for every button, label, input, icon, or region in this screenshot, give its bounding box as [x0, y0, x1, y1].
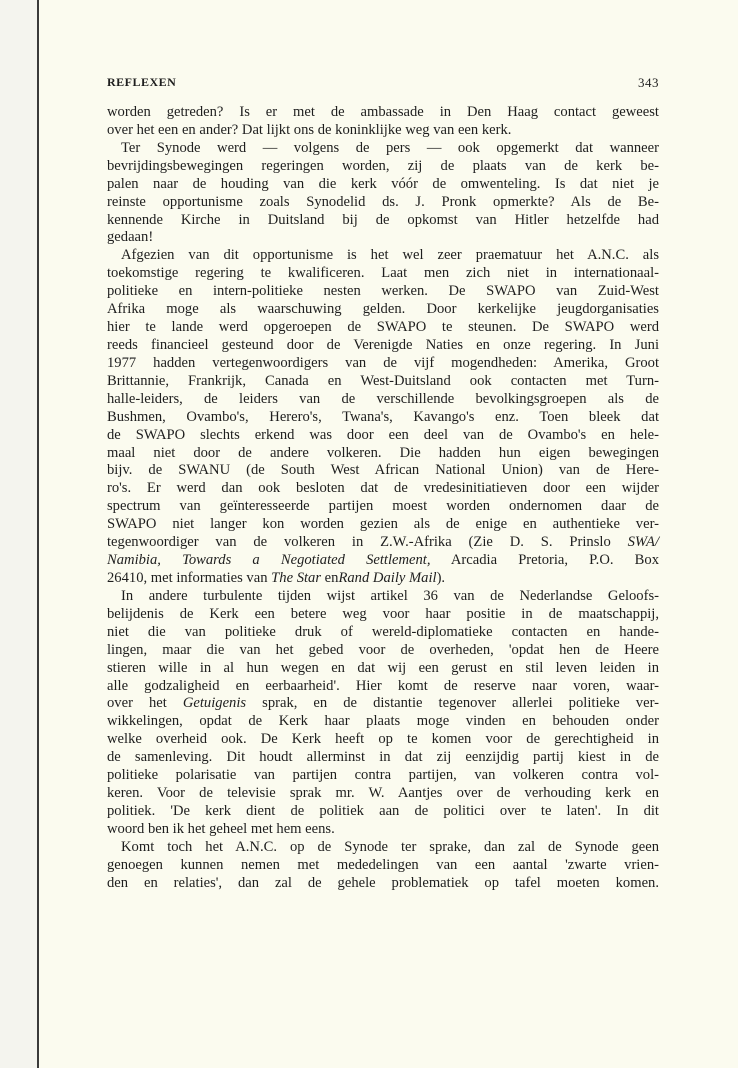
italic-text-run: Getuigenis: [182, 695, 247, 712]
text-run: worden getreden? Is er met de ambassade in Den Haag contact geweest: [107, 104, 659, 120]
italic-text-run: Rand Daily Mail: [338, 569, 437, 586]
text-run: Ter Synode werd — volgens de pers — ook opgemerkt dat wanneer: [121, 139, 659, 156]
text-line: [107, 516, 659, 534]
text-line: [107, 140, 659, 158]
text-run: den en relaties', dan zal de gehele problematiek op tafel moeten komen.: [107, 874, 659, 891]
text-line: [107, 480, 659, 498]
text-line: [107, 337, 659, 355]
text-line: [107, 301, 659, 319]
text-line: [107, 283, 659, 301]
text-line: [107, 427, 659, 445]
text-run: sprak, en de distantie tegenover allerlei politieke ver-: [246, 695, 659, 712]
text-run: reeds financieel gesteund door de Verenigde Naties en onze regering. In Juni: [107, 336, 659, 353]
text-run: de samenleving. Dit houdt allerminst in dat zij eenzijdig partij kiest in de: [107, 749, 659, 766]
text-line: [107, 534, 659, 552]
text-run: Afrika moge als waarschuwing gelden. Door kerkelijke jeugdorganisaties: [107, 301, 659, 318]
text-run: bevrijdingsbewegingen regeringen worden, zij de plaats van de kerk be-: [107, 157, 659, 174]
text-line: [107, 445, 659, 463]
text-run: 26410, met informaties van: [107, 569, 272, 586]
text-line: [107, 821, 659, 839]
text-line: [107, 391, 659, 409]
text-run: 1977 hadden vertegenwoordigers van de vijf mogendheden: Amerika, Groot: [107, 354, 659, 371]
text-line: [107, 624, 659, 642]
text-line: [107, 498, 659, 516]
text-run: woord ben ik het geheel met hem eens.: [107, 820, 335, 837]
text-run: genoegen kunnen nemen met mededelingen van een aantal 'zwarte vrien-: [107, 856, 659, 873]
text-line: [107, 588, 659, 606]
text-run: over het een en ander? Dat lijkt ons de koninklijke weg van een kerk.: [107, 121, 512, 138]
text-run: Brittannie, Frankrijk, Canada en West-Duitsland ook contacten met Turn-: [107, 372, 659, 389]
text-run: hier te lande werd opgeroepen de SWAPO te steunen. De SWAPO werd: [107, 319, 659, 336]
text-run: welke overheid ook. De Kerk heeft op te komen voor de gerechtigheid in: [107, 731, 659, 748]
text-line: [107, 373, 659, 391]
text-run: over het: [107, 695, 183, 712]
running-title: REFLEXEN: [107, 75, 177, 89]
text-run: belijdenis de Kerk een betere weg voor haar positie in de maatschappij,: [107, 605, 659, 622]
text-run: wikkelingen, opdat de Kerk haar plaats moge vinden en behouden onder: [107, 713, 659, 730]
text-line: [107, 265, 659, 283]
text-run: palen naar de houding van die kerk vóór de omwenteling. Is dat niet je: [107, 175, 659, 192]
text-run: ).: [436, 569, 446, 586]
text-line: [107, 212, 659, 230]
text-run: Afgezien van dit opportunisme is het wel zeer praematuur het A.N.C. als: [121, 247, 659, 264]
italic-text-run: SWA/: [627, 534, 659, 551]
text-line: [107, 713, 659, 731]
text-run: maal niet door de andere volkeren. Die hadden hun eigen bewegingen: [107, 444, 659, 461]
text-run: Arcadia Pretoria, P.O. Box: [430, 552, 659, 569]
text-run: reinste opportunisme zoals Synodelid ds. J. Pronk opmerkte? Als de Be-: [107, 193, 659, 210]
text-line: [107, 749, 659, 767]
text-line: [107, 319, 659, 337]
text-line: [107, 570, 659, 588]
italic-text-run: Namibia, Towards a Negotiated Settlement,: [107, 552, 431, 569]
text-line: [107, 552, 659, 570]
text-run: keren. Voor de televisie sprak mr. W. Aantjes over de verhouding kerk en: [107, 785, 659, 802]
text-line: [107, 785, 659, 803]
text-run: stieren wille in al hun wegen en dat wij een gerust en stil leven leiden in: [107, 659, 659, 676]
text-line: [107, 695, 659, 713]
text-line: [107, 229, 659, 247]
text-line: [107, 678, 659, 696]
running-header: [107, 75, 659, 93]
text-run: politieke polarisatie van partijen contra partijen, van volkeren contra vol-: [107, 767, 659, 784]
text-run: niet die van politieke druk of wereld-diplomatieke contacten en hande-: [107, 623, 659, 640]
text-line: [107, 767, 659, 785]
text-run: SWAPO niet langer kon worden gezien als de enige en authentieke ver-: [107, 516, 659, 533]
text-run: lingen, maar die van het gebed voor de overheden, 'opdat hen de Heere: [107, 641, 659, 658]
page-edge-line: [37, 0, 39, 1068]
text-line: [107, 606, 659, 624]
text-line: [107, 839, 659, 857]
text-line: [107, 660, 659, 678]
text-run: politiek. 'De kerk dient de politiek aan de politici over te laten'. In dit: [107, 802, 659, 819]
text-run: Bushmen, Ovambo's, Herero's, Twana's, Kavango's enz. Toen bleek dat: [107, 408, 659, 425]
scan-margin: [0, 0, 37, 1068]
text-line: [107, 857, 659, 875]
text-run: kennende Kirche in Duitsland bij de opkomst van Hitler hetzelfde had: [107, 211, 659, 228]
text-run: halle-leiders, de leiders van de verschillende bevolkingsgroepen als de: [107, 390, 659, 407]
text-run: ro's. Er werd dan ook besloten dat de vredesinitiatieven door een wijder: [107, 480, 659, 497]
text-run: gedaan!: [107, 229, 154, 246]
italic-text-run: The Star: [271, 569, 322, 586]
text-line: [107, 462, 659, 480]
text-run: spectrum van geïnteresseerde partijen moest worden ondernomen daar de: [107, 498, 659, 515]
text-line: [107, 194, 659, 212]
text-run: toekomstige regering te kwalificeren. Laat men zich niet in internationaal-: [107, 265, 659, 282]
page-number: 343: [638, 75, 659, 90]
text-line: [107, 176, 659, 194]
text-line: [107, 104, 659, 122]
text-run: tegenwoordiger van de volkeren in Z.W.-Afrika (Zie D. S. Prinslo: [107, 534, 628, 551]
text-line: [107, 409, 659, 427]
text-line: [107, 875, 659, 893]
text-run: en: [321, 569, 339, 586]
text-line: [107, 158, 659, 176]
text-line: [107, 122, 659, 140]
text-run: de SWAPO slechts erkend was door een deel van de Ovambo's en hele-: [107, 426, 659, 443]
text-run: In andere turbulente tijden wijst artikel 36 van de Nederlandse Geloofs-: [121, 587, 659, 604]
text-line: [107, 731, 659, 749]
text-line: [107, 247, 659, 265]
text-run: politieke en intern-politieke nesten werken. De SWAPO van Zuid-West: [107, 283, 659, 300]
body-text: [107, 104, 659, 893]
text-line: [107, 803, 659, 821]
text-run: bijv. de SWANU (de South West African National Union) van de Here-: [107, 462, 659, 479]
text-line: [107, 642, 659, 660]
text-run: Komt toch het A.N.C. op de Synode ter sprake, dan zal de Synode geen: [121, 838, 659, 855]
text-line: [107, 355, 659, 373]
text-run: alle godzaligheid en eerbaarheid'. Hier komt de reserve naar voren, waar-: [107, 677, 659, 694]
